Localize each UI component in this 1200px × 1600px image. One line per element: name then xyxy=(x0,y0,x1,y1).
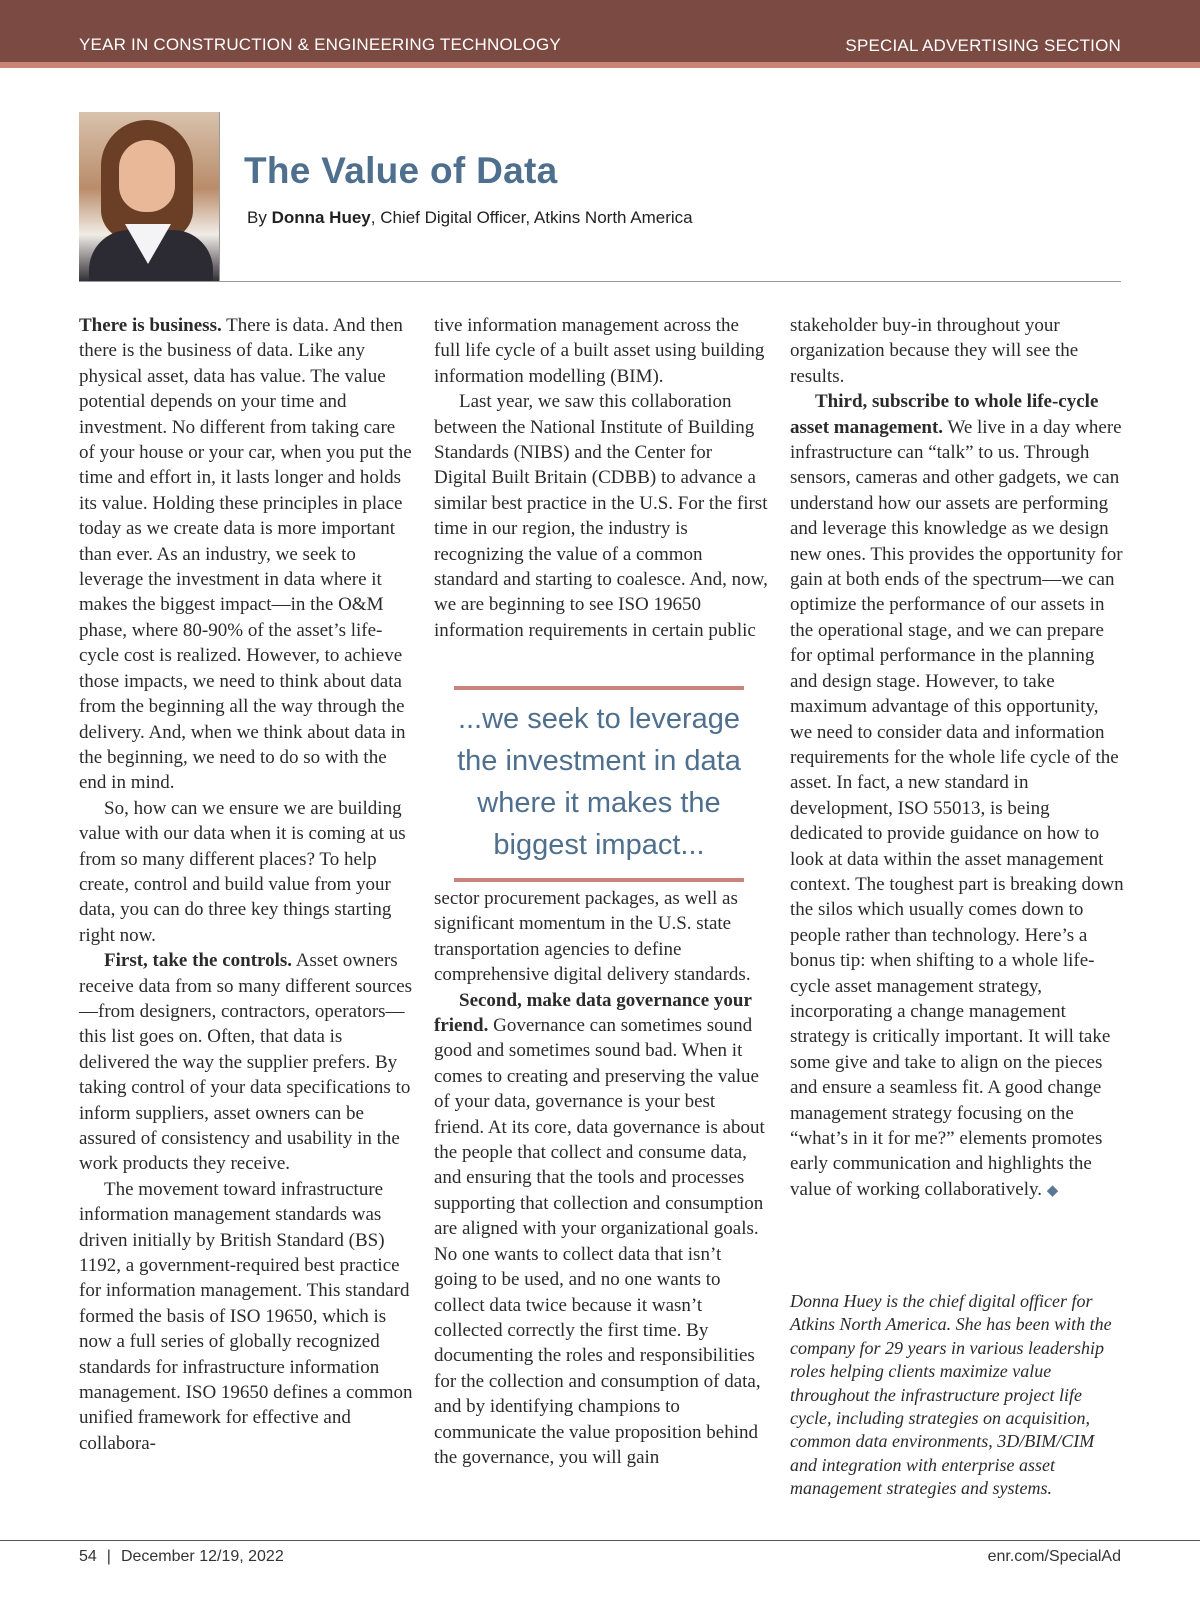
column-1 xyxy=(79,313,414,1456)
footer-divider xyxy=(0,1540,1200,1541)
page-number: 54 xyxy=(79,1548,97,1565)
column-2-top xyxy=(434,313,769,643)
article-title: The Value of Data xyxy=(244,150,558,191)
footer-separator: | xyxy=(106,1548,111,1565)
header-divider xyxy=(79,281,1121,282)
paragraph: Third, subscribe to whole life-cycle asset management. We live in a day where infrastructure can “talk” to us. Through sensors, cameras and other gadgets, we can understand how our assets are performing and leverage this knowledge as we design new ones. This provides the opportunity for gain at both ends of the spectrum—we can optimize the performance of our assets in the operational stage, and we can prepare for optimal performance in the planning and design stage. However, to take maximum advantage of this opportunity, we need to consider data and information requirements for the whole life cycle of the asset. In fact, a new standard in development, ISO 55013, is being dedicated to provide guidance on how to look at data within the asset management context. The toughest part is breaking down the silos which usually comes down to people rather than technology. Here’s a bonus tip: when shifting to a whole life-cycle asset management strategy, incorporating a change management strategy is critically important. It will take some give and take to align on the pieces and ensure a seamless fit. A good change management strategy focusing on the “what’s in it for me?” elements promotes early communication and highlights the value of working collaboratively. ◆ xyxy=(790,391,1124,1200)
footer-url: enr.com/SpecialAd xyxy=(987,1548,1121,1565)
section-label: SPECIAL ADVERTISING SECTION xyxy=(845,36,1121,55)
photo-divider xyxy=(219,112,220,282)
issue-date: December 12/19, 2022 xyxy=(120,1548,284,1565)
byline-prefix: By xyxy=(247,208,267,227)
paragraph: tive information management across the full life cycle of a built asset using building information modelling (BIM). xyxy=(434,315,765,387)
paragraph: The movement toward infrastructure information management standards was driven initially by British Standard (BS) 1192, a government-required best practice for information management. This standard formed the basis of ISO 19650, which is now a full series of globally recognized standards for infrastructure information management. ISO 19650 defines a common unified framework for effective and collabora- xyxy=(79,1178,413,1454)
paragraph: There is business. There is data. And then there is the business of data. Like any physical asset, data has value. The value potential depends on your time and investment. No different from taking care of your house or your car, when you put the time and effort in, it lasts longer and holds its value. Holding these principles in place today as we create data is more important than ever. As an industry, we seek to leverage the investment in data where it makes the biggest impact—in the O&M phase, where 80-90% of the asset’s life-cycle cost is realized. However, to achieve those impacts, we need to think about data from the beginning all the way through the delivery. And, when we think about data in the beginning, we need to do so with the end in mind. xyxy=(79,315,412,794)
lead-in: Second, make data governance your friend. xyxy=(434,989,752,1037)
paragraph: First, take the controls. Asset owners receive data from so many different sources—from designers, contractors, operators—this list goes on. Often, that data is delivered the way the supplier prefers. By taking control of your data specifications to inform suppliers, asset owners can be assured of consistency and usability in the work products they receive. xyxy=(79,950,413,1175)
header-bar xyxy=(0,0,1200,68)
paragraph: Last year, we saw this collaboration between the National Institute of Building Standards (NIBS) and the Center for Digital Built Britain (CDBB) to advance a similar best practice in the U.S. For the first time in our region, the industry is recognizing the value of a common standard and starting to coalesce. And, now, we are beginning to see ISO 19650 information requirements in certain public xyxy=(434,391,768,641)
author-bio xyxy=(790,1290,1120,1501)
lead-in: First, take the controls. xyxy=(104,950,293,972)
pull-quote xyxy=(454,686,744,882)
pull-quote-text: ...we seek to leverage the investment in data where it makes the biggest impact... xyxy=(457,703,741,861)
footer-left xyxy=(79,1548,284,1566)
column-3 xyxy=(790,313,1125,1204)
paragraph: stakeholder buy-in throughout your organization because they will see the results. xyxy=(790,315,1079,387)
author-role: , Chief Digital Officer, Atkins North America xyxy=(370,208,693,227)
paragraph: sector procurement packages, as well as significant momentum in the U.S. state transportation agencies to define comprehensive digital delivery standards. xyxy=(434,888,751,986)
byline xyxy=(247,208,693,228)
bio-text: Donna Huey is the chief digital officer for Atkins North America. She has been with the company for 29 years in various leadership roles helping clients maximize value throughout the infrastructure project life cycle, including strategies on acquisition, common data environments, 3D/BIM/CIM and integration with enterprise asset management strategies and systems. xyxy=(790,1291,1112,1499)
author-name: Donna Huey xyxy=(271,208,371,227)
paragraph: So, how can we ensure we are building value with our data when it is coming at us from so many different places? To help create, control and build value from your data, you can do three key things starting right now. xyxy=(79,797,406,946)
pull-quote-top-rule xyxy=(454,686,744,690)
author-photo xyxy=(79,112,219,282)
section-title: YEAR IN CONSTRUCTION & ENGINEERING TECHNOLOGY xyxy=(79,35,561,54)
paragraph: Second, make data governance your friend. Governance can sometimes sound good and sometimes sound bad. When it comes to creating and preserving the value of your data, governance is your best friend. At its core, data governance is about the people that collect and consume data, and ensuring that the tools and processes supporting that collection and consumption are aligned with your organizational goals. No one wants to collect data that isn’t going to be used, and no one wants to collect data twice because it wasn’t collected correctly the first time. By documenting the roles and responsibilities for the collection and consumption of data, and by identifying champions to communicate the value proposition behind the governance, you will gain xyxy=(434,989,765,1468)
lead-in: Third, subscribe to whole life-cycle asset management. xyxy=(790,391,1099,438)
lead-in: There is business. xyxy=(79,315,222,336)
pull-quote-bottom-rule xyxy=(454,878,744,882)
column-2-bottom xyxy=(434,886,769,1470)
end-diamond-icon: ◆ xyxy=(1046,1182,1059,1199)
